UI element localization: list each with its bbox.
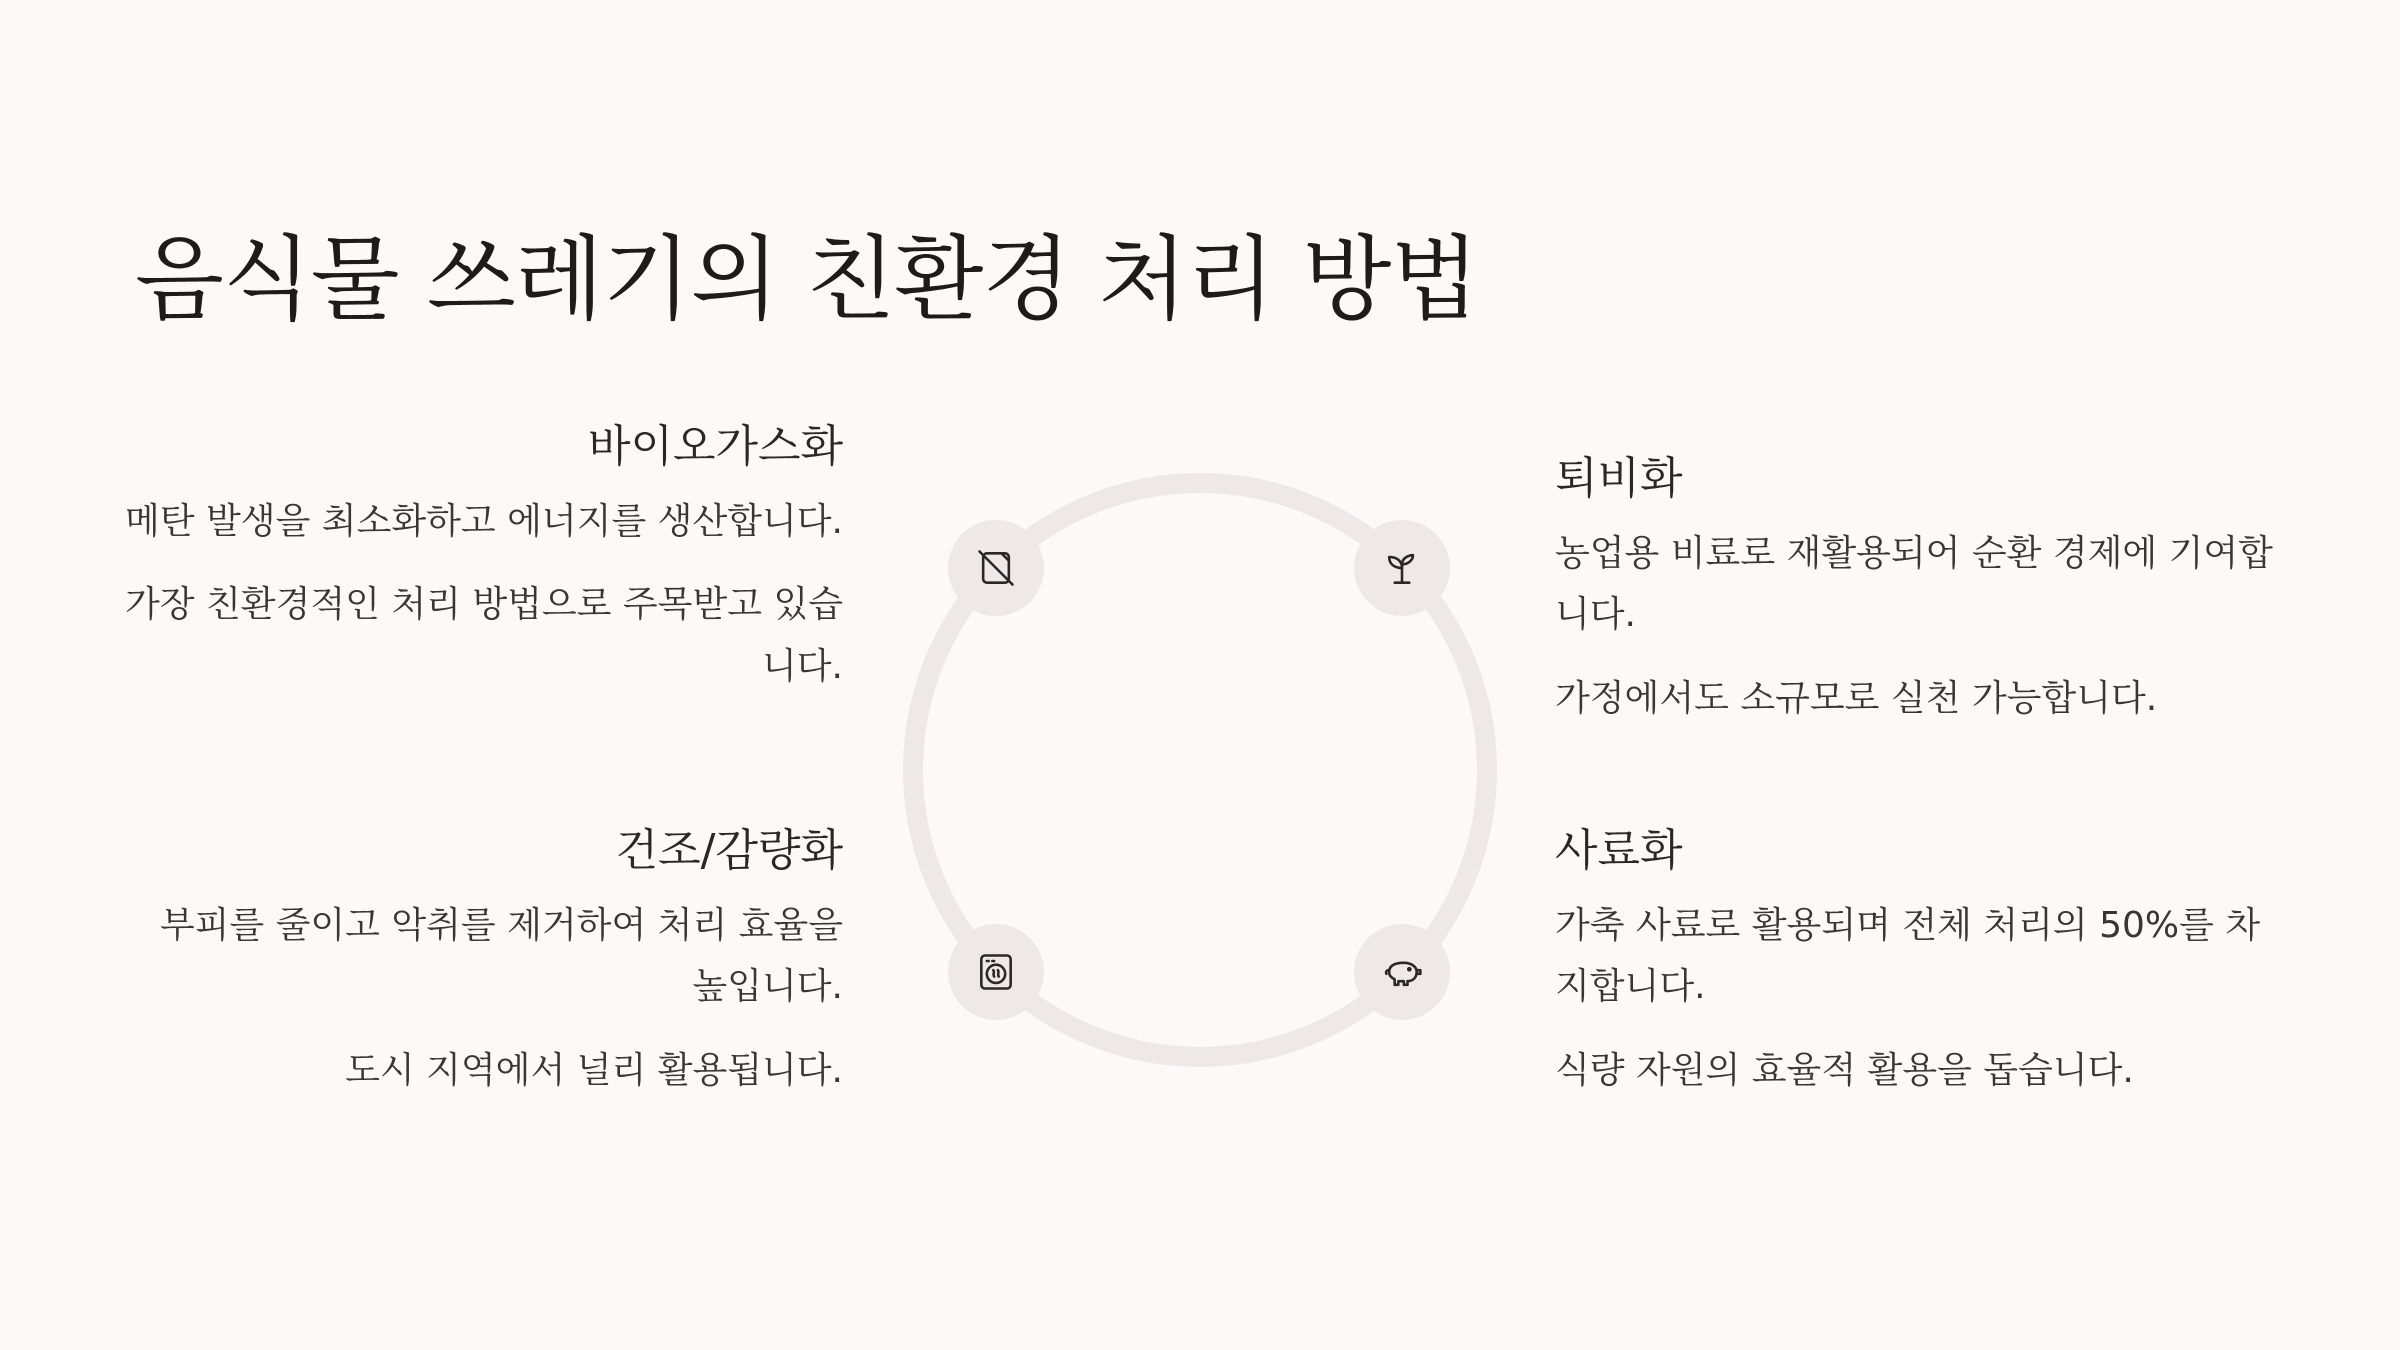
biogas-section (123, 418, 843, 719)
compost-line-2: 가정에서도 소규모로 실천 가능합니다. (1555, 677, 2158, 719)
pig-icon (1354, 924, 1450, 1020)
sprout-icon (1354, 520, 1450, 616)
drying-section (123, 822, 843, 1123)
biogas-heading: 바이오가스화 (587, 421, 843, 472)
feed-section (1555, 822, 2275, 1123)
feed-line-2: 식량 자원의 효율적 활용을 돕습니다. (1555, 1049, 2134, 1091)
feed-heading: 사료화 (1555, 825, 1683, 876)
page-title: 음식물 쓰레기의 친환경 처리 방법 (135, 226, 1479, 333)
compost-section (1555, 450, 2275, 751)
drying-heading: 건조/감량화 (615, 825, 843, 876)
drying-line-1: 부피를 줄이고 악취를 제거하여 처리 효율을 높입니다. (159, 905, 843, 1008)
compost-heading: 퇴비화 (1555, 453, 1683, 504)
feed-line-1: 가축 사료로 활용되며 전체 처리의 50%를 차지합니다. (1555, 905, 2261, 1008)
biogas-line-2: 가장 친환경적인 처리 방법으로 주목받고 있습니다. (125, 584, 843, 687)
compost-line-1: 농업용 비료로 재활용되어 순환 경제에 기여합니다. (1555, 533, 2273, 636)
no-phone-icon (948, 520, 1044, 616)
drying-line-2: 도시 지역에서 널리 활용됩니다. (345, 1049, 843, 1091)
biogas-line-1: 메탄 발생을 최소화하고 에너지를 생산합니다. (125, 501, 843, 543)
dryer-icon (948, 924, 1044, 1020)
